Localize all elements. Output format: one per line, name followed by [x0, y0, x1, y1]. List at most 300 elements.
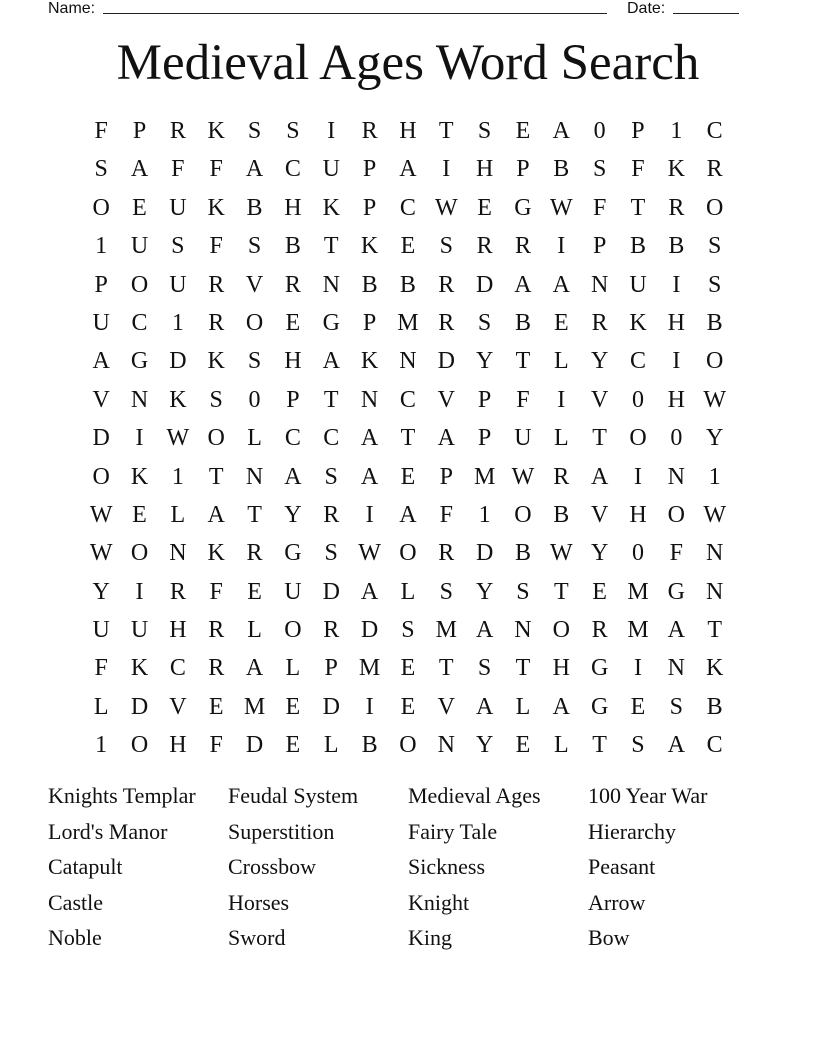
grid-cell[interactable]: H [284, 194, 302, 221]
grid-cell[interactable]: T [592, 425, 607, 452]
grid-cell[interactable]: L [553, 425, 569, 452]
grid-cell[interactable]: F [592, 194, 607, 221]
grid-cell[interactable]: P [592, 233, 607, 260]
grid-cell[interactable]: 0 [631, 540, 644, 567]
grid-cell[interactable]: I [557, 233, 566, 260]
grid-cell[interactable]: E [132, 194, 147, 221]
grid-cell[interactable]: V [590, 386, 609, 413]
word-list-item: Sword [228, 925, 286, 950]
grid-cell[interactable]: H [169, 732, 187, 759]
grid-cell[interactable]: T [438, 118, 454, 144]
grid-cell[interactable]: H [552, 655, 570, 682]
grid-cell[interactable]: E [477, 194, 492, 221]
grid-cell[interactable]: T [515, 348, 531, 375]
grid-cell[interactable]: F [439, 501, 453, 528]
grid-cell[interactable]: S [477, 655, 492, 682]
grid-cell[interactable]: T [515, 655, 531, 682]
grid-cell[interactable]: U [130, 617, 149, 644]
grid-cell[interactable]: A [514, 271, 532, 298]
grid-cell[interactable]: V [245, 271, 264, 298]
grid-cell[interactable]: R [169, 118, 186, 144]
grid-cell[interactable]: G [667, 578, 685, 605]
grid-cell[interactable]: L [400, 578, 416, 605]
grid-cell[interactable]: D [92, 425, 110, 452]
grid-cell[interactable]: O [552, 617, 570, 644]
grid-cell[interactable]: A [552, 118, 570, 144]
grid-cell[interactable]: I [442, 156, 451, 183]
grid-cell[interactable]: G [322, 309, 340, 336]
grid-cell[interactable]: I [365, 501, 374, 528]
grid-cell[interactable]: B [629, 233, 646, 260]
grid-cell[interactable]: G [284, 540, 302, 567]
grid-cell[interactable]: N [437, 732, 455, 759]
grid-cell[interactable]: B [706, 309, 723, 336]
grid-cell[interactable]: C [399, 194, 416, 221]
grid-cell[interactable]: S [247, 118, 262, 144]
grid-cell[interactable]: T [323, 233, 339, 260]
grid-cell[interactable]: C [706, 118, 723, 144]
grid-cell[interactable]: Y [92, 578, 110, 605]
grid-cell[interactable]: P [324, 655, 338, 682]
grid-cell[interactable]: Y [590, 540, 609, 567]
grid-cell[interactable]: B [706, 693, 723, 720]
grid-cell[interactable]: Y [590, 348, 609, 375]
grid-cell[interactable]: S [592, 156, 607, 183]
grid-cell[interactable]: M [627, 617, 649, 644]
grid-cell[interactable]: P [94, 271, 108, 298]
grid-cell[interactable]: E [400, 693, 416, 720]
grid-cell[interactable]: M [243, 693, 266, 720]
grid-cell[interactable]: O [130, 732, 149, 759]
grid-cell[interactable]: S [516, 578, 530, 605]
grid-cell[interactable]: A [322, 348, 340, 375]
grid-cell[interactable]: B [361, 732, 378, 759]
grid-cell[interactable]: S [669, 693, 683, 720]
grid-cell[interactable]: L [93, 693, 109, 720]
grid-cell[interactable]: H [667, 386, 685, 413]
grid-cell[interactable]: B [399, 271, 416, 298]
grid-cell[interactable]: W [89, 540, 113, 567]
grid-cell[interactable]: E [247, 578, 262, 605]
grid-cell[interactable]: S [324, 463, 338, 490]
grid-cell[interactable]: P [477, 425, 492, 452]
grid-cell[interactable]: D [245, 732, 264, 759]
grid-cell[interactable]: F [209, 156, 223, 183]
grid-cell[interactable]: A [245, 655, 264, 682]
grid-cell[interactable]: E [208, 693, 224, 720]
grid-cell[interactable]: N [706, 540, 724, 567]
grid-cell[interactable]: B [246, 194, 263, 221]
grid-cell[interactable]: H [667, 309, 685, 336]
grid-cell[interactable]: P [439, 463, 453, 490]
grid-cell[interactable]: A [399, 501, 417, 528]
grid-cell[interactable]: K [207, 348, 225, 375]
grid-cell[interactable]: S [439, 233, 453, 260]
grid-cell[interactable]: 1 [95, 233, 108, 260]
grid-cell[interactable]: S [94, 156, 108, 183]
grid-cell[interactable]: 1 [171, 309, 184, 336]
grid-cell[interactable]: A [552, 271, 570, 298]
grid-cell[interactable]: T [247, 501, 262, 528]
grid-cell[interactable]: D [475, 271, 494, 298]
grid-cell[interactable]: L [553, 732, 569, 759]
grid-cell[interactable]: S [631, 732, 645, 759]
grid-cell[interactable]: R [476, 233, 493, 260]
grid-cell[interactable]: I [672, 348, 681, 375]
grid-cell[interactable]: L [323, 732, 339, 759]
grid-cell[interactable]: G [590, 693, 609, 720]
grid-cell[interactable]: 1 [171, 463, 184, 490]
grid-cell[interactable]: 0 [248, 386, 261, 413]
grid-cell[interactable]: E [400, 655, 416, 682]
grid-cell[interactable]: N [667, 655, 685, 682]
grid-cell[interactable]: C [323, 425, 340, 452]
grid-cell[interactable]: T [707, 617, 722, 644]
grid-cell[interactable]: G [590, 655, 609, 682]
grid-cell[interactable]: T [592, 732, 607, 759]
grid-cell[interactable]: Y [706, 425, 724, 452]
grid-cell[interactable]: F [516, 386, 530, 413]
grid-cell[interactable]: S [707, 233, 722, 260]
grid-cell[interactable]: A [130, 156, 149, 183]
grid-cell[interactable]: A [552, 693, 570, 720]
grid-cell[interactable]: A [475, 617, 494, 644]
grid-cell[interactable]: P [132, 118, 147, 144]
grid-cell[interactable]: T [438, 655, 454, 682]
grid-cell[interactable]: K [360, 348, 379, 375]
grid-cell[interactable]: 0 [670, 425, 683, 452]
grid-cell[interactable]: E [285, 732, 301, 759]
grid-cell[interactable]: B [361, 271, 378, 298]
grid-cell[interactable]: K [130, 655, 149, 682]
grid-cell[interactable]: U [322, 156, 340, 183]
grid-cell[interactable]: K [169, 386, 187, 413]
grid-cell[interactable]: P [516, 156, 530, 183]
grid-cell[interactable]: A [207, 501, 225, 528]
grid-cell[interactable]: M [435, 617, 457, 644]
grid-cell[interactable]: T [400, 425, 416, 452]
grid-cell[interactable]: W [434, 194, 458, 221]
grid-cell[interactable]: I [557, 386, 566, 413]
grid-cell[interactable]: H [284, 348, 302, 375]
grid-cell[interactable]: W [703, 386, 726, 413]
grid-cell[interactable]: S [707, 271, 722, 298]
grid-row [82, 459, 734, 497]
grid-cell[interactable]: O [92, 463, 110, 490]
grid-cell[interactable]: I [135, 578, 144, 605]
grid-cell[interactable]: R [591, 617, 608, 644]
grid-cell[interactable]: U [629, 271, 647, 298]
grid-cell[interactable]: V [437, 693, 455, 720]
grid-cell[interactable]: E [592, 578, 607, 605]
grid-cell[interactable]: K [706, 655, 724, 682]
grid-cell[interactable]: A [284, 463, 302, 490]
grid-cell[interactable]: L [285, 655, 301, 682]
grid-cell[interactable]: A [667, 617, 685, 644]
grid-cell[interactable]: 0 [631, 386, 644, 413]
grid-cell[interactable]: F [669, 540, 683, 567]
grid-cell[interactable]: B [284, 233, 301, 260]
grid-cell[interactable]: S [324, 540, 338, 567]
grid-cell[interactable]: O [130, 271, 149, 298]
grid-cell[interactable]: F [631, 156, 645, 183]
grid-cell[interactable]: B [553, 156, 570, 183]
grid-cell[interactable]: U [284, 578, 302, 605]
grid-cell[interactable]: N [322, 271, 340, 298]
grid-cell[interactable]: R [284, 271, 301, 298]
grid-cell[interactable]: O [245, 309, 264, 336]
grid-cell[interactable]: C [284, 425, 301, 452]
grid-cell[interactable]: R [438, 540, 455, 567]
grid-cell[interactable]: P [631, 118, 645, 144]
grid-cell[interactable]: P [362, 309, 377, 336]
grid-cell[interactable]: U [92, 617, 110, 644]
word-list-row [48, 922, 768, 958]
grid-cell[interactable]: U [92, 309, 110, 336]
grid-cell[interactable]: E [515, 118, 531, 144]
grid-cell[interactable]: R [208, 655, 225, 682]
grid-cell[interactable]: R [208, 617, 225, 644]
grid-cell[interactable]: A [360, 463, 379, 490]
word-list-row [48, 816, 768, 852]
grid-cell[interactable]: R [169, 578, 186, 605]
grid-cell[interactable]: W [89, 501, 113, 528]
grid-cell[interactable]: S [286, 118, 300, 144]
grid-cell[interactable]: 1 [95, 732, 108, 759]
word-list-item: Superstition [228, 818, 335, 844]
grid-cell[interactable]: N [399, 348, 417, 375]
grid-cell[interactable]: N [245, 463, 264, 490]
grid-cell[interactable]: A [399, 156, 417, 183]
grid-cell[interactable]: V [169, 693, 187, 720]
grid-cell[interactable]: K [360, 233, 379, 260]
letter-grid [82, 113, 734, 766]
grid-cell[interactable]: F [209, 578, 223, 605]
grid-cell[interactable]: O [514, 501, 532, 528]
grid-cell[interactable]: R [668, 194, 685, 221]
grid-cell[interactable]: F [171, 156, 185, 183]
grid-cell[interactable]: T [208, 463, 224, 490]
grid-cell[interactable]: E [132, 501, 147, 528]
grid-cell[interactable]: A [360, 578, 379, 605]
grid-cell[interactable]: O [399, 540, 417, 567]
name-blank-line[interactable] [103, 0, 607, 14]
grid-cell[interactable]: S [247, 348, 262, 375]
grid-cell[interactable]: N [130, 386, 149, 413]
grid-cell[interactable]: L [247, 617, 262, 644]
grid-cell[interactable]: S [477, 309, 492, 336]
grid-cell[interactable]: F [94, 118, 108, 144]
grid-cell[interactable]: H [475, 156, 494, 183]
grid-cell[interactable]: E [400, 233, 416, 260]
grid-cell[interactable]: M [397, 309, 419, 336]
grid-cell[interactable]: I [633, 463, 642, 490]
grid-cell[interactable]: F [209, 233, 223, 260]
grid-cell[interactable]: C [629, 348, 646, 375]
grid-cell[interactable]: R [706, 156, 723, 183]
grid-cell[interactable]: D [360, 617, 379, 644]
grid-cell[interactable]: O [284, 617, 302, 644]
grid-cell[interactable]: D [437, 348, 455, 375]
grid-cell[interactable]: M [627, 578, 649, 605]
grid-cell[interactable]: V [437, 386, 455, 413]
grid-cell[interactable]: M [358, 655, 381, 682]
grid-cell[interactable]: R [208, 309, 225, 336]
grid-cell[interactable]: E [515, 732, 531, 759]
grid-cell[interactable]: I [633, 655, 642, 682]
grid-cell[interactable]: 1 [670, 118, 683, 144]
grid-cell[interactable]: W [511, 463, 535, 490]
grid-cell[interactable]: U [169, 194, 187, 221]
grid-cell[interactable]: Y [284, 501, 302, 528]
grid-cell[interactable]: T [630, 194, 646, 221]
grid-cell[interactable]: P [362, 194, 377, 221]
grid-cell[interactable]: L [515, 693, 531, 720]
grid-cell[interactable]: D [130, 693, 149, 720]
grid-cell[interactable]: B [553, 501, 570, 528]
grid-cell[interactable]: 1 [478, 501, 491, 528]
grid-cell[interactable]: P [477, 386, 492, 413]
grid-cell[interactable]: K [130, 463, 149, 490]
grid-cell[interactable]: R [208, 271, 225, 298]
grid-cell[interactable]: N [514, 617, 532, 644]
grid-cell[interactable]: S [439, 578, 453, 605]
grid-cell[interactable]: W [358, 540, 381, 567]
grid-row [82, 650, 734, 688]
grid-cell[interactable]: D [322, 693, 340, 720]
grid-cell[interactable]: S [247, 233, 262, 260]
grid-cell[interactable]: C [284, 156, 301, 183]
grid-cell[interactable]: O [667, 501, 685, 528]
grid-cell[interactable]: O [130, 540, 149, 567]
grid-cell[interactable]: D [169, 348, 187, 375]
grid-cell[interactable]: B [514, 540, 531, 567]
grid-cell[interactable]: F [94, 655, 108, 682]
grid-cell[interactable]: R [246, 540, 263, 567]
grid-cell[interactable]: E [630, 693, 646, 720]
grid-cell[interactable]: K [207, 194, 225, 221]
grid-cell[interactable]: N [169, 540, 187, 567]
grid-cell[interactable]: T [323, 386, 339, 413]
grid-cell[interactable]: Y [475, 732, 494, 759]
grid-cell[interactable]: R [323, 501, 340, 528]
grid-cell[interactable]: I [135, 425, 144, 452]
grid-cell[interactable]: E [400, 463, 416, 490]
grid-cell[interactable]: K [207, 540, 225, 567]
grid-cell[interactable]: E [553, 309, 569, 336]
grid-cell[interactable]: P [362, 156, 377, 183]
grid-cell[interactable]: R [591, 309, 608, 336]
grid-cell[interactable]: U [130, 233, 149, 260]
grid-cell[interactable]: E [285, 693, 301, 720]
grid-cell[interactable]: C [131, 309, 148, 336]
grid-cell[interactable]: G [514, 194, 532, 221]
grid-cell[interactable]: N [590, 271, 609, 298]
grid-cell[interactable]: M [473, 463, 496, 490]
grid-cell[interactable]: O [92, 194, 110, 221]
grid-cell[interactable]: W [166, 425, 190, 452]
grid-cell[interactable]: F [209, 732, 223, 759]
grid-cell[interactable]: K [629, 309, 647, 336]
grid-cell[interactable]: N [667, 463, 685, 490]
grid-cell[interactable]: S [171, 233, 185, 260]
grid-cell[interactable]: O [706, 348, 724, 375]
grid-cell[interactable]: B [514, 309, 531, 336]
grid-cell[interactable]: A [590, 463, 609, 490]
word-list-item: Fairy Tale [408, 818, 498, 844]
grid-cell[interactable]: O [399, 732, 417, 759]
grid-cell[interactable]: L [553, 348, 569, 375]
grid-cell[interactable]: A [92, 348, 110, 375]
grid-cell[interactable]: V [590, 501, 609, 528]
grid-cell[interactable]: S [477, 118, 492, 144]
grid-cell[interactable]: K [207, 118, 225, 144]
grid-cell[interactable]: Y [475, 348, 494, 375]
grid-cell[interactable]: C [169, 655, 186, 682]
grid-cell[interactable]: 0 [593, 118, 606, 144]
grid-cell[interactable]: W [549, 194, 573, 221]
date-blank-line[interactable] [673, 0, 739, 14]
grid-cell[interactable]: N [360, 386, 379, 413]
grid-cell[interactable]: D [322, 578, 340, 605]
grid-cell[interactable]: K [322, 194, 340, 221]
grid-cell[interactable]: I [365, 693, 374, 720]
grid-cell[interactable]: I [327, 118, 336, 144]
grid-cell[interactable]: R [553, 463, 570, 490]
grid-cell[interactable]: P [286, 386, 300, 413]
grid-cell[interactable]: Y [475, 578, 494, 605]
grid-cell[interactable]: N [706, 578, 724, 605]
grid-cell[interactable]: H [399, 118, 417, 144]
grid-cell[interactable]: R [438, 309, 455, 336]
grid-cell[interactable]: S [401, 617, 415, 644]
grid-cell[interactable]: A [245, 156, 264, 183]
grid-cell[interactable]: U [169, 271, 187, 298]
grid-cell[interactable]: L [170, 501, 186, 528]
grid-cell[interactable]: H [629, 501, 647, 528]
grid-cell[interactable]: E [285, 309, 301, 336]
grid-cell[interactable]: W [703, 501, 726, 528]
grid-cell[interactable]: R [323, 617, 340, 644]
grid-cell[interactable]: H [169, 617, 187, 644]
grid-cell[interactable]: K [667, 156, 685, 183]
grid-cell[interactable]: R [361, 118, 378, 144]
grid-cell[interactable]: A [667, 732, 685, 759]
grid-cell[interactable]: D [475, 540, 494, 567]
grid-cell[interactable]: S [209, 386, 223, 413]
grid-cell[interactable]: L [247, 425, 262, 452]
grid-cell[interactable]: R [514, 233, 531, 260]
grid-cell[interactable]: U [514, 425, 532, 452]
grid-cell[interactable]: C [706, 732, 723, 759]
grid-cell[interactable]: G [130, 348, 149, 375]
grid-cell[interactable]: W [549, 540, 573, 567]
grid-cell[interactable]: A [437, 425, 455, 452]
grid-cell[interactable]: A [360, 425, 379, 452]
grid-cell[interactable]: O [207, 425, 225, 452]
grid-cell[interactable]: R [438, 271, 455, 298]
grid-cell[interactable]: 1 [708, 463, 721, 490]
grid-cell[interactable]: B [668, 233, 685, 260]
grid-row [82, 382, 734, 420]
grid-cell[interactable]: C [399, 386, 416, 413]
grid-cell[interactable]: A [475, 693, 494, 720]
grid-cell[interactable]: T [553, 578, 569, 605]
grid-cell[interactable]: I [672, 271, 681, 298]
grid-cell[interactable]: O [706, 194, 724, 221]
grid-cell[interactable]: V [92, 386, 110, 413]
grid-cell[interactable]: O [629, 425, 647, 452]
